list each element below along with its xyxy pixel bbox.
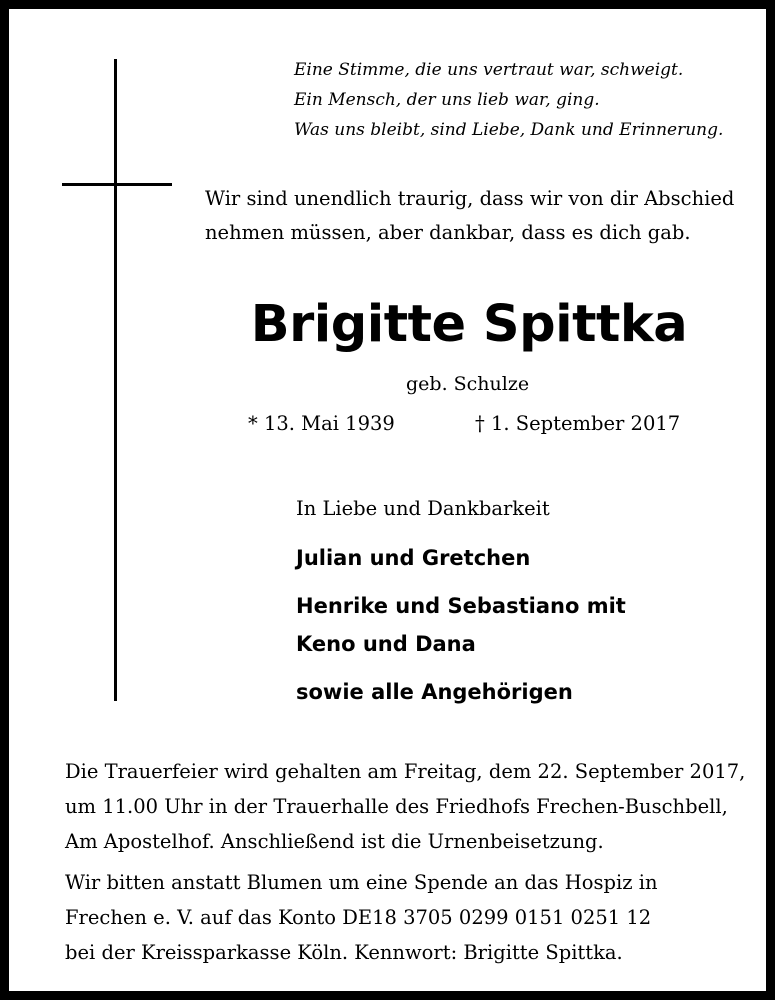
- mourner-relatives: sowie alle Angehörigen: [296, 680, 573, 704]
- intro-text: [205, 182, 734, 250]
- service-paragraph: [65, 754, 745, 859]
- donation-line: Wir bitten anstatt Blumen um eine Spende an das Hospiz in: [65, 871, 658, 894]
- motto-verse: [294, 55, 723, 145]
- service-line: Am Apostelhof. Anschließend ist die Urnenbeisetzung.: [65, 830, 604, 853]
- mourner-family: Henrike und Sebastiano mit: [296, 594, 626, 618]
- motto-line: Was uns bleibt, sind Liebe, Dank und Erinnerung.: [294, 120, 724, 140]
- cross-horizontal-bar: [62, 183, 172, 186]
- intro-line: nehmen müssen, aber dankbar, dass es dich gab.: [205, 221, 691, 244]
- service-line: um 11.00 Uhr in der Trauerhalle des Friedhofs Frechen-Buschbell,: [65, 795, 728, 818]
- cross-vertical-bar: [114, 59, 117, 701]
- service-details: [65, 754, 745, 970]
- death-date: † 1. September 2017: [475, 412, 681, 435]
- mourners-intro: In Liebe und Dankbarkeit: [296, 497, 550, 520]
- maiden-name: geb. Schulze: [406, 373, 530, 395]
- motto-line: Eine Stimme, die uns vertraut war, schweigt.: [294, 60, 684, 80]
- intro-line: Wir sind unendlich traurig, dass wir von dir Abschied: [205, 187, 735, 210]
- mourner-family-continued: Keno und Dana: [296, 632, 476, 656]
- donation-paragraph: [65, 865, 745, 970]
- donation-line: Frechen e. V. auf das Konto DE18 3705 0299 0151 0251 12: [65, 906, 652, 929]
- birth-date: * 13. Mai 1939: [248, 412, 395, 435]
- motto-line: Ein Mensch, der uns lieb war, ging.: [294, 90, 600, 110]
- service-line: Die Trauerfeier wird gehalten am Freitag, dem 22. September 2017,: [65, 760, 746, 783]
- donation-line: bei der Kreissparkasse Köln. Kennwort: Brigitte Spittka.: [65, 941, 623, 964]
- mourner-family: Julian und Gretchen: [296, 546, 531, 570]
- mourners-block: [296, 495, 626, 711]
- deceased-name: Brigitte Spittka: [250, 295, 688, 354]
